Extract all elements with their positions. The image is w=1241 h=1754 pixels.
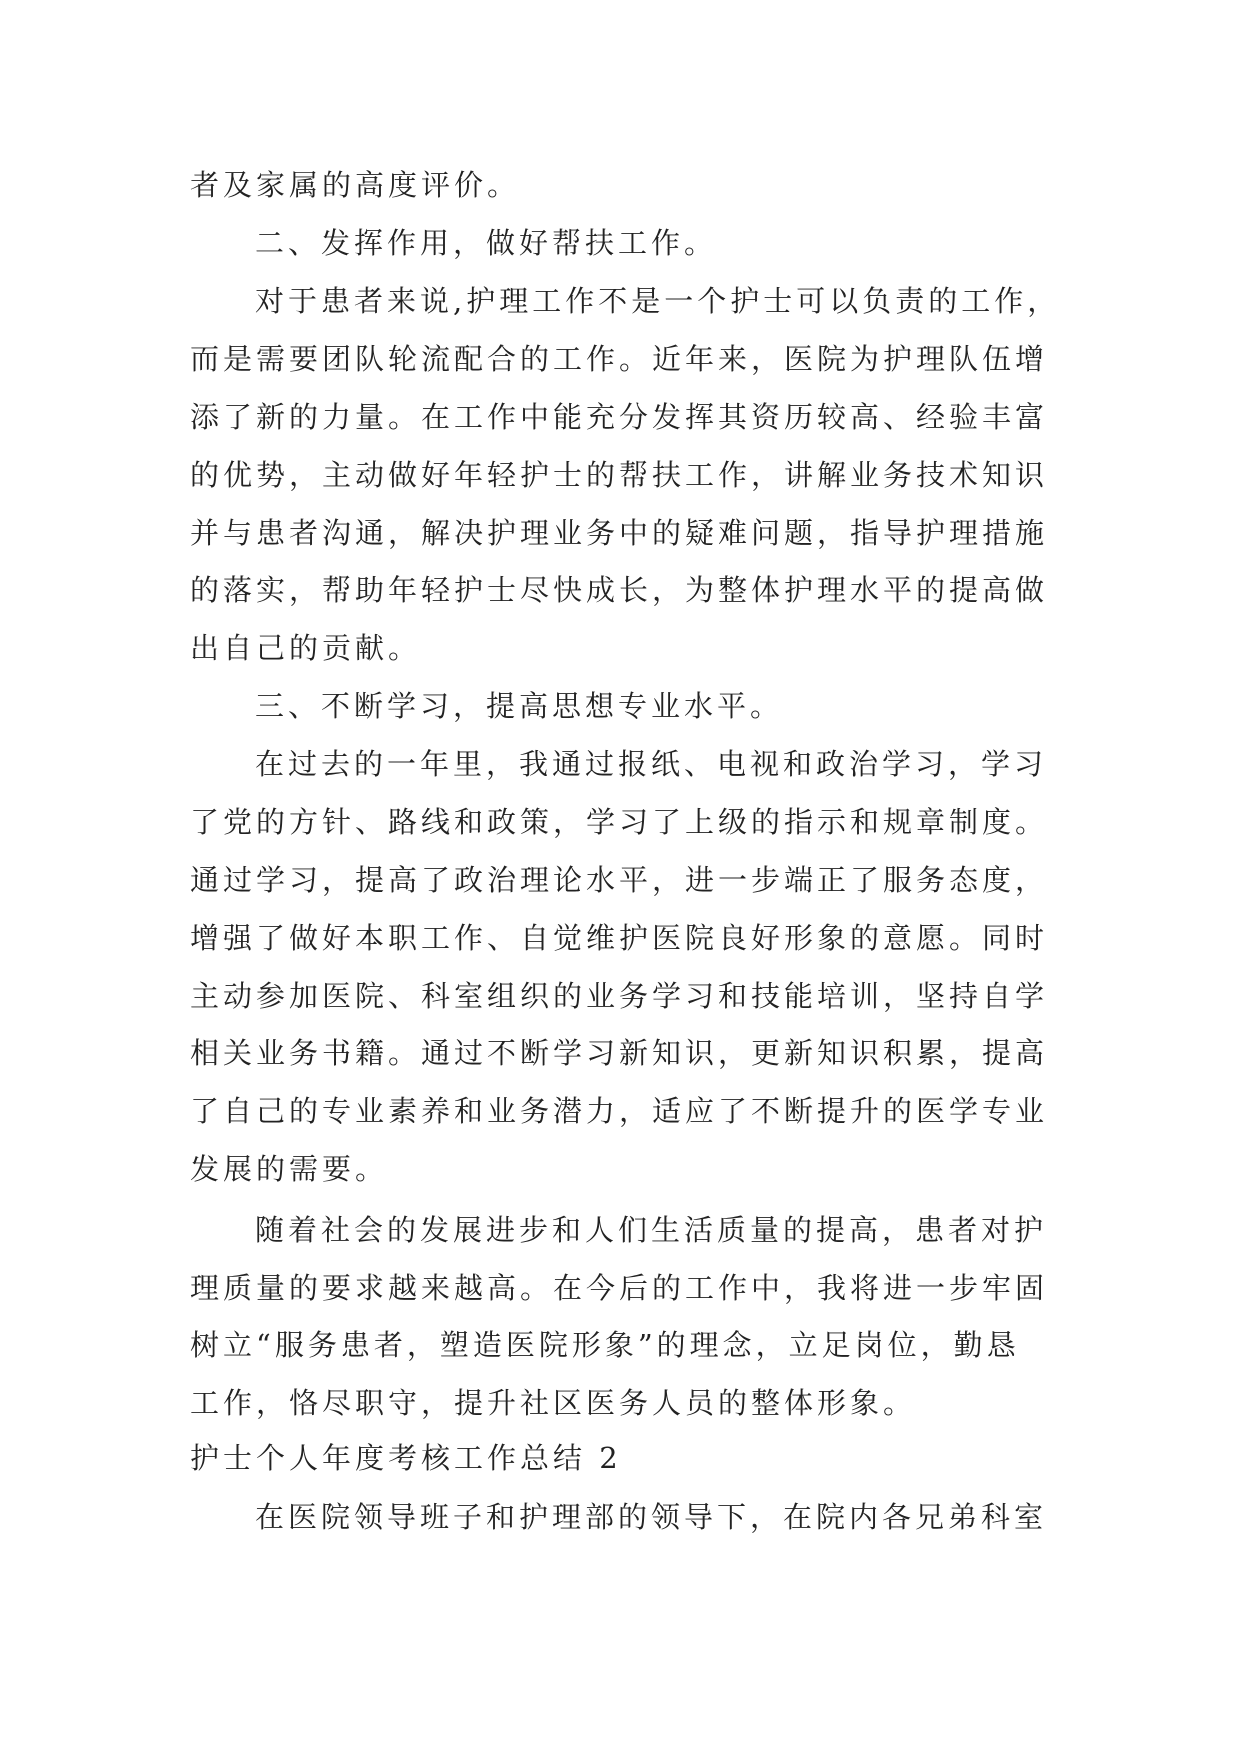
text-line: 了党的方针、路线和政策，学习了上级的指示和规章制度。 [190,805,1049,839]
text-line: 的落实，帮助年轻护士尽快成长，为整体护理水平的提高做 [190,573,1049,607]
text-line: 发展的需要。 [190,1152,389,1186]
text-line: 在过去的一年里，我通过报纸、电视和政治学习，学习 [255,747,1048,781]
document-section-title: 护士个人年度考核工作总结 2 [190,1441,622,1475]
text-line: 而是需要团队轮流配合的工作。近年来，医院为护理队伍增 [190,342,1049,376]
text-line: 工作，恪尽职守，提升社区医务人员的整体形象。 [190,1386,917,1420]
text-line: 并与患者沟通，解决护理业务中的疑难问题，指导护理措施 [190,516,1049,550]
text-line: 了自己的专业素养和业务潜力，适应了不断提升的医学专业 [190,1094,1049,1128]
text-line: 出自己的贡献。 [190,631,422,665]
text-line: 通过学习，提高了政治理论水平，进一步端正了服务态度， [190,863,1049,897]
section-heading: 三、不断学习，提高思想专业水平。 [255,689,784,723]
text-line: 的优势，主动做好年轻护士的帮扶工作，讲解业务技术知识 [190,458,1049,492]
text-line: 在医院领导班子和护理部的领导下，在院内各兄弟科室 [255,1500,1048,1534]
text-line: 对于患者来说,护理工作不是一个护士可以负责的工作， [255,284,1061,318]
text-line: 添了新的力量。在工作中能充分发挥其资历较高、经验丰富 [190,400,1049,434]
section-heading: 二、发挥作用，做好帮扶工作。 [255,226,718,260]
text-line: 树立“服务患者，塑造医院形象”的理念，立足岗位，勤恳 [190,1328,1020,1362]
text-line: 随着社会的发展进步和人们生活质量的提高，患者对护 [255,1213,1048,1247]
text-line: 增强了做好本职工作、自觉维护医院良好形象的意愿。同时 [190,921,1049,955]
text-line: 相关业务书籍。通过不断学习新知识，更新知识积累，提高 [190,1036,1049,1070]
text-line: 主动参加医院、科室组织的业务学习和技能培训，坚持自学 [190,979,1049,1013]
text-line: 者及家属的高度评价。 [190,168,521,202]
text-line: 理质量的要求越来越高。在今后的工作中，我将进一步牢固 [190,1271,1049,1305]
